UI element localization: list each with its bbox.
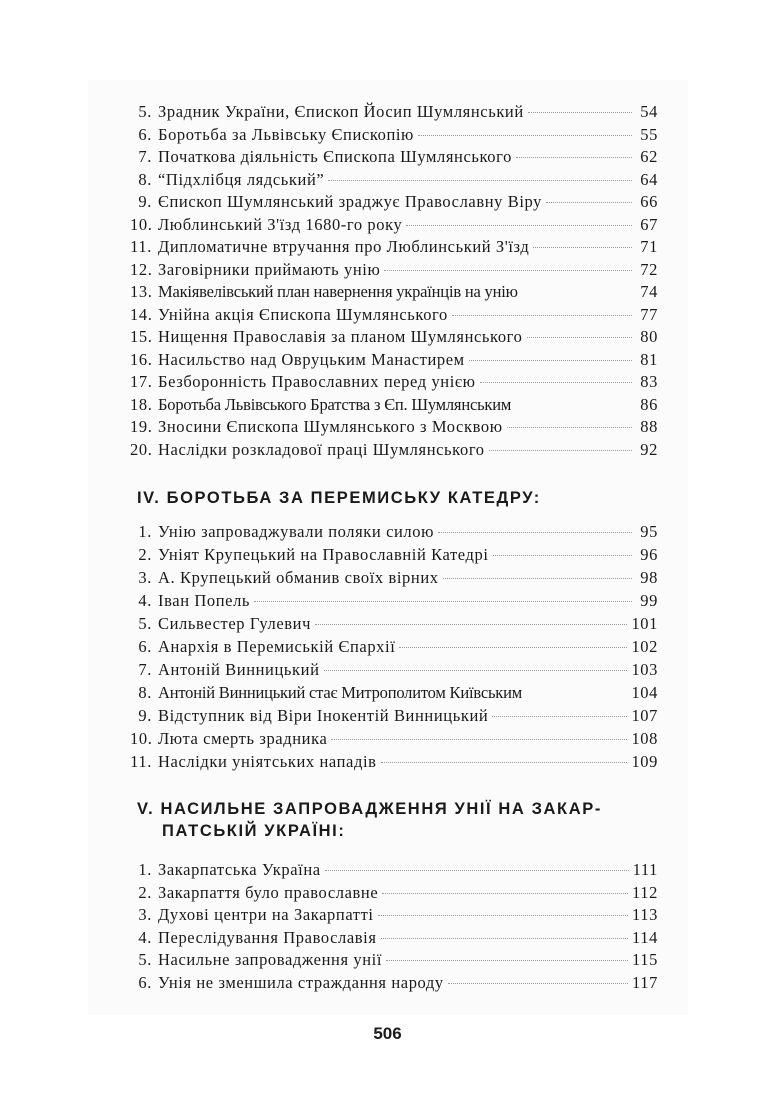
dot-leader [443, 577, 632, 579]
entry-title: Люблинський З'їзд 1680-го року [158, 214, 403, 234]
entry-page: 108 [631, 729, 658, 748]
entry-page: 62 [640, 147, 658, 166]
dot-leader [489, 449, 632, 451]
entry-title: Насильство над Овруцьким Манастирем [158, 349, 465, 369]
entry-page: 66 [640, 192, 658, 211]
dot-leader [438, 531, 632, 533]
entry-page: 96 [640, 545, 658, 564]
dot-leader [315, 623, 627, 625]
toc-entry: 19. Зносини Єпископа Шумлянського з Москвою 88 [130, 417, 658, 436]
entry-title: Нищення Православія за планом Шумлянського [158, 327, 523, 346]
entry-title: Унія не зменшила страждання народу [158, 972, 444, 992]
dot-leader [480, 381, 632, 383]
toc-entry: 11. Наслідки уніятських нападів 109 [130, 752, 658, 771]
toc-entry: 9. Відступник від Віри Інокентій Винницький 107 [138, 706, 658, 725]
entry-page: 64 [640, 169, 658, 189]
dot-leader [406, 224, 632, 226]
toc-entry: 2. Уніят Крупецький на Православній Катедрі 96 [138, 545, 658, 564]
dot-leader [331, 738, 627, 740]
entry-title: Зрадник України, Єпископ Йосип Шумлянський [158, 102, 524, 121]
entry-page: 54 [640, 102, 658, 121]
entry-page: 81 [640, 349, 658, 369]
entry-page: 99 [640, 591, 658, 610]
dot-leader [418, 134, 632, 136]
dot-leader [381, 761, 628, 763]
toc-entry: 1. Унію запроваджували поляки силою 95 [138, 522, 658, 541]
dot-leader [546, 201, 632, 203]
entry-title: Анархія в Перемиській Єпархії [158, 637, 396, 656]
entry-title: А. Крупецький обманив своїх вірних [158, 568, 439, 587]
entry-page: 115 [632, 950, 658, 969]
dot-leader [522, 292, 632, 293]
entry-page: 111 [632, 860, 658, 879]
entry-page: 88 [640, 417, 658, 436]
dot-leader [254, 600, 632, 602]
toc-entry: 8. Антоній Винницький стає Митрополитом Київським 104 [138, 683, 658, 702]
dot-leader [384, 269, 632, 271]
entry-page: 114 [632, 927, 658, 947]
entry-page: 92 [640, 439, 658, 459]
toc-entry: 10. Люблинський З'їзд 1680-го року 67 [130, 214, 658, 234]
toc-entry: 5. Насильне запровадження унії 115 [138, 950, 658, 969]
entry-page: 55 [640, 124, 658, 144]
dot-leader [325, 869, 629, 871]
entry-page: 117 [632, 972, 658, 992]
entry-title: Дипломатичне втручання про Люблинський З'їзд [158, 237, 530, 256]
toc-entry: 4. Переслідування Православія 114 [138, 927, 658, 947]
toc-entry: 20. Наслідки розкладової праці Шумлянського 92 [130, 439, 658, 459]
toc-entry: 17. Безборонність Православних перед унією 83 [130, 372, 658, 391]
toc-entry: 11. Дипломатичне втручання про Люблинський З'їзд 71 [130, 237, 658, 256]
toc-entry: 4. Іван Попель 99 [138, 591, 658, 610]
toc-entry: 8. “Підхлібця лядський” 64 [138, 169, 658, 189]
entry-page: 67 [640, 214, 658, 234]
entry-title: Боротьба Львівського Братства з Єп. Шумлянським [158, 394, 512, 414]
entry-page: 71 [640, 237, 658, 256]
dot-leader [382, 892, 628, 894]
toc-entry: 7. Початкова діяльність Єпископа Шумлянського 62 [138, 147, 658, 166]
section-heading-iv: IV. БОРОТЬБА ЗА ПЕРЕМИСЬКУ КАТЕДРУ: [137, 489, 541, 507]
toc-entry: 10. Люта смерть зрадника 108 [130, 729, 658, 748]
dot-leader [516, 156, 632, 158]
entry-title: Люта смерть зрадника [158, 729, 328, 748]
entry-title: Зносини Єпископа Шумлянського з Москвою [158, 417, 503, 436]
entry-page: 80 [640, 327, 658, 346]
toc-entry: 3. А. Крупецький обманив своїх вірних 98 [138, 568, 658, 587]
dot-leader [533, 246, 632, 248]
toc-entry: 6. Унія не зменшила страждання народу 117 [138, 972, 658, 992]
entry-title: Антоній Винницький [158, 660, 320, 679]
page-number: 506 [373, 1024, 402, 1043]
dot-leader [328, 179, 632, 181]
entry-title: Закарпаття було православне [158, 882, 379, 902]
entry-page: 72 [640, 259, 658, 279]
entry-title: “Підхлібця лядський” [158, 169, 325, 189]
entry-page: 112 [632, 882, 658, 902]
dot-leader [448, 982, 628, 984]
toc-entry: 3. Духові центри на Закарпатті 113 [138, 905, 658, 924]
dot-leader [324, 669, 628, 671]
entry-page: 113 [632, 905, 658, 924]
entry-title: Закарпатська Україна [158, 860, 321, 879]
dot-leader [527, 336, 633, 338]
dot-leader [526, 693, 627, 694]
section-heading-v-line2: ПАТСЬКІЙ УКРАЇНІ: [162, 822, 346, 840]
entry-title: Початкова діяльність Єпископа Шумлянського [158, 147, 512, 166]
entry-title: Безборонність Православних перед унією [158, 372, 476, 391]
entry-page: 102 [631, 637, 658, 656]
section-heading-v [137, 798, 602, 842]
entry-title: Відступник від Віри Інокентій Винницький [158, 706, 489, 725]
dot-leader [515, 405, 632, 406]
entry-title: Сильвестер Гулевич [158, 614, 311, 633]
dot-leader [399, 646, 627, 648]
dot-leader [528, 111, 632, 113]
entry-title: Насильне запровадження унії [158, 950, 383, 969]
toc-entry: 15. Нищення Православія за планом Шумлянського 80 [130, 327, 658, 346]
dot-leader [452, 314, 632, 316]
entry-page: 86 [640, 394, 658, 414]
toc-entry: 13. Макіявелівський план навернення українців на унію 74 [130, 282, 658, 301]
entry-page: 95 [640, 522, 658, 541]
entry-page: 77 [640, 304, 658, 324]
entry-title: Антоній Винницький стає Митрополитом Київським [158, 683, 522, 702]
toc-entry: 12. Заговірники приймають унію 72 [130, 259, 658, 279]
dot-leader [378, 914, 628, 916]
dot-leader [386, 959, 628, 961]
dot-leader [492, 715, 627, 717]
toc-entry: 7. Антоній Винницький 103 [138, 660, 658, 679]
entry-title: Єпископ Шумлянський зраджує Православну Віру [158, 192, 543, 211]
dot-leader [493, 554, 632, 556]
toc-entry: 2. Закарпаття було православне 112 [138, 882, 658, 902]
toc-entry: 16. Насильство над Овруцьким Манастирем 81 [130, 349, 658, 369]
entry-page: 83 [640, 372, 658, 391]
dot-leader [507, 426, 632, 428]
toc-entry: 14. Унійна акція Єпископа Шумлянського 77 [130, 304, 658, 324]
entry-page: 103 [631, 660, 658, 679]
entry-page: 109 [631, 752, 658, 771]
entry-title: Макіявелівський план навернення українців на унію [158, 282, 518, 301]
entry-page: 98 [640, 568, 658, 587]
entry-title: Наслідки розкладової праці Шумлянського [158, 439, 485, 459]
toc-entry: 18. Боротьба Львівського Братства з Єп. Шумлянським 86 [130, 394, 658, 414]
toc-entry: 6. Боротьба за Львівську Єпископію 55 [138, 124, 658, 144]
entry-title: Заговірники приймають унію [158, 259, 381, 279]
entry-title: Боротьба за Львівську Єпископію [158, 124, 414, 144]
toc-entry: 9. Єпископ Шумлянський зраджує Православну Віру 66 [138, 192, 658, 211]
toc-entry: 6. Анархія в Перемиській Єпархії 102 [138, 637, 658, 656]
dot-leader [469, 359, 632, 361]
entry-title: Іван Попель [158, 591, 251, 610]
entry-title: Унійна акція Єпископа Шумлянського [158, 304, 448, 324]
entry-title: Духові центри на Закарпатті [158, 905, 374, 924]
entry-page: 101 [631, 614, 658, 633]
entry-page: 104 [631, 683, 658, 702]
dot-leader [381, 937, 628, 939]
entry-page: 107 [631, 706, 658, 725]
entry-title: Унію запроваджували поляки силою [158, 522, 435, 541]
toc-entry: 5. Зрадник України, Єпископ Йосип Шумлянський 54 [138, 102, 658, 121]
entry-title: Наслідки уніятських нападів [158, 752, 377, 771]
entry-title: Переслідування Православія [158, 927, 377, 947]
toc-entry: 1. Закарпатська Україна 111 [138, 860, 658, 879]
entry-title: Уніят Крупецький на Православній Катедрі [158, 545, 489, 564]
section-heading-v-line1: V. НАСИЛЬНЕ ЗАПРОВАДЖЕННЯ УНІЇ НА ЗАКАР- [137, 800, 602, 818]
toc-entry: 5. Сильвестер Гулевич 101 [138, 614, 658, 633]
entry-page: 74 [640, 282, 658, 301]
